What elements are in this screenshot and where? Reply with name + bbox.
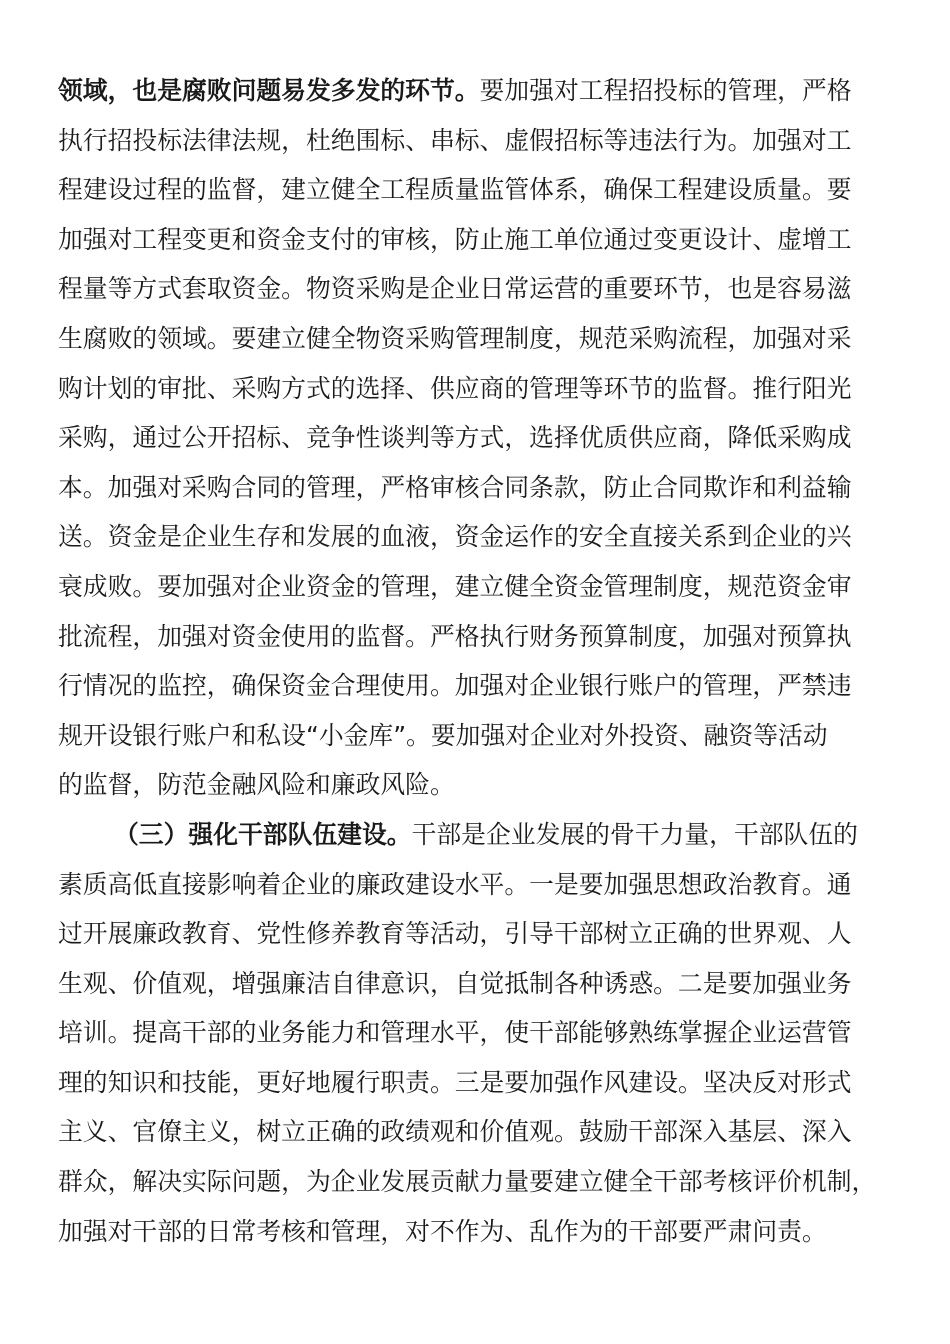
paragraph-line: 送。资金是企业生存和发展的血液，资金运作的安全直接关系到企业的兴 xyxy=(58,522,852,552)
paragraph-line: 行情况的监控，确保资金合理使用。加强对企业银行账户的管理，严禁违 xyxy=(58,671,852,701)
paragraph-line: 主义、官僚主义，树立正确的政绩观和价值观。鼓励干部深入基层、深入 xyxy=(58,1117,852,1147)
paragraph-line: 规开设银行账户和私设“小金库”。要加强对企业对外投资、融资等活动 xyxy=(58,720,828,750)
paragraph-2 xyxy=(58,810,892,1256)
paragraph-text: 要加强对工程招投标的管理，严格 xyxy=(479,76,852,105)
paragraph-line: 加强对干部的日常考核和管理，对不作为、乱作为的干部要严肃问责。 xyxy=(58,1216,827,1246)
paragraph-line: 理的知识和技能，更好地履行职责。三是要加强作风建设。坚决反对形式 xyxy=(58,1067,852,1097)
paragraph-line: 群众，解决实际问题，为企业发展贡献力量要建立健全干部考核评价机制， xyxy=(58,1167,877,1197)
paragraph-line: 生观、价值观，增强廉洁自律意识，自觉抵制各种诱惑。二是要加强业务 xyxy=(58,968,852,998)
paragraph-text: 干部是企业发展的骨干力量，干部队伍的 xyxy=(411,819,858,849)
paragraph-line: 采购，通过公开招标、竞争性谈判等方式，选择优质供应商，降低采购成 xyxy=(58,423,852,453)
paragraph-line: 购计划的审批、采购方式的选择、供应商的管理等环节的监督。推行阳光 xyxy=(58,373,852,403)
paragraph-line: 过开展廉政教育、党性修养教育等活动，引导干部树立正确的世界观、人 xyxy=(58,919,852,949)
paragraph-line: 的监督，防范金融风险和廉政风险。 xyxy=(58,770,455,800)
section-heading: （三）强化干部队伍建设。 xyxy=(114,819,412,849)
paragraph-line: 生腐败的领域。要建立健全物资采购管理制度，规范采购流程，加强对采 xyxy=(58,323,852,353)
paragraph-line: 批流程，加强对资金使用的监督。严格执行财务预算制度，加强对预算执 xyxy=(58,621,852,651)
paragraph-line: 程建设过程的监督，建立健全工程质量监管体系，确保工程建设质量。要 xyxy=(58,175,852,205)
paragraph-1 xyxy=(58,66,892,810)
paragraph-line: 培训。提高干部的业务能力和管理水平，使干部能够熟练掌握企业运营管 xyxy=(58,1018,852,1048)
paragraph-line xyxy=(58,810,892,860)
document-page xyxy=(58,66,892,1256)
paragraph-line: 本。加强对采购合同的管理，严格审核合同条款，防止合同欺诈和利益输 xyxy=(58,472,852,502)
paragraph-line: 衰成败。要加强对企业资金的管理，建立健全资金管理制度，规范资金审 xyxy=(58,571,852,601)
bold-lead-text: 领域，也是腐败问题易发多发的环节。 xyxy=(58,76,480,105)
paragraph-line: 素质高低直接影响着企业的廉政建设水平。一是要加强思想政治教育。通 xyxy=(58,869,852,899)
paragraph-line: 加强对工程变更和资金支付的审核，防止施工单位通过变更设计、虚增工 xyxy=(58,224,852,254)
paragraph-line: 程量等方式套取资金。物资采购是企业日常运营的重要环节，也是容易滋 xyxy=(58,274,852,304)
paragraph-line: 执行招投标法律法规，杜绝围标、串标、虚假招标等违法行为。加强对工 xyxy=(58,125,852,155)
paragraph-line xyxy=(58,66,892,116)
